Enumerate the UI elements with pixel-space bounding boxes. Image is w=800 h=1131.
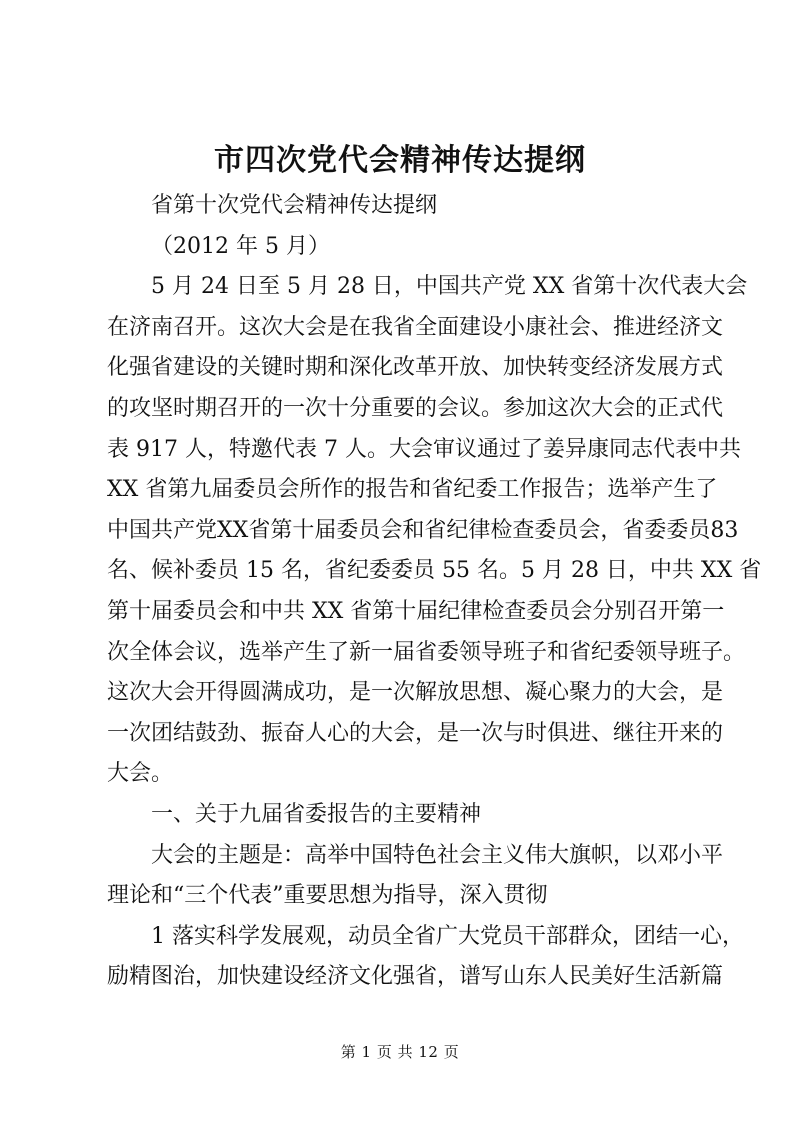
paragraph-line: 第十届委员会和中共 XX 省第十届纪律检查委员会分别召开第一 [107, 598, 725, 624]
date-line: （2012 年 5 月） [151, 233, 330, 259]
subtitle-line: 省第十次党代会精神传达提纲 [151, 193, 438, 218]
paragraph-line: 中国共产党XX省第十届委员会和省纪律检查委员会，省委委员83 [107, 517, 739, 543]
paragraph-line: 表 917 人，特邀代表 7 人。大会审议通过了姜异康同志代表中共 [107, 436, 741, 462]
paragraph-line: 的攻坚时期召开的一次十分重要的会议。参加这次大会的正式代 [107, 395, 724, 421]
paragraph-line: 化强省建设的关键时期和深化改革开放、加快转变经济发展方式 [107, 355, 724, 381]
document-body [107, 186, 762, 998]
page-number-footer: 第 1 页 共 12 页 [340, 1043, 460, 1061]
paragraph-line: 次全体会议，选举产生了新一届省委领导班子和省纪委领导班子。 [107, 639, 746, 665]
document-title: 市四次党代会精神传达提纲 [214, 143, 586, 178]
paragraph-line: 一次团结鼓劲、振奋人心的大会，是一次与时俱进、继往开来的 [107, 720, 724, 746]
paragraph-line: 在济南召开。这次大会是在我省全面建设小康社会、推进经济文 [107, 314, 724, 340]
paragraph-line: 励精图治，加快建设经济文化强省，谱写山东人民美好生活新篇 [107, 964, 724, 990]
paragraph-line: 名、候补委员 15 名，省纪委委员 55 名。5 月 28 日，中共 XX 省 [107, 558, 762, 584]
paragraph-line: 大会。 [107, 761, 174, 787]
paragraph-line: 1 落实科学发展观，动员全省广大党员干部群众，团结一心， [151, 923, 744, 949]
section-heading: 一、关于九届省委报告的主要精神 [151, 801, 482, 827]
paragraph-line: 5 月 24 日至 5 月 28 日，中国共产党 XX 省第十次代表大会 [151, 274, 748, 300]
paragraph-line: 这次大会开得圆满成功，是一次解放思想、凝心聚力的大会，是 [107, 680, 724, 706]
paragraph-line: XX 省第九届委员会所作的报告和省纪委工作报告；选举产生了 [107, 477, 718, 503]
paragraph-line: 理论和“三个代表”重要思想为指导，深入贯彻 [107, 883, 548, 909]
paragraph-line: 大会的主题是：高举中国特色社会主义伟大旗帜，以邓小平 [151, 842, 724, 868]
